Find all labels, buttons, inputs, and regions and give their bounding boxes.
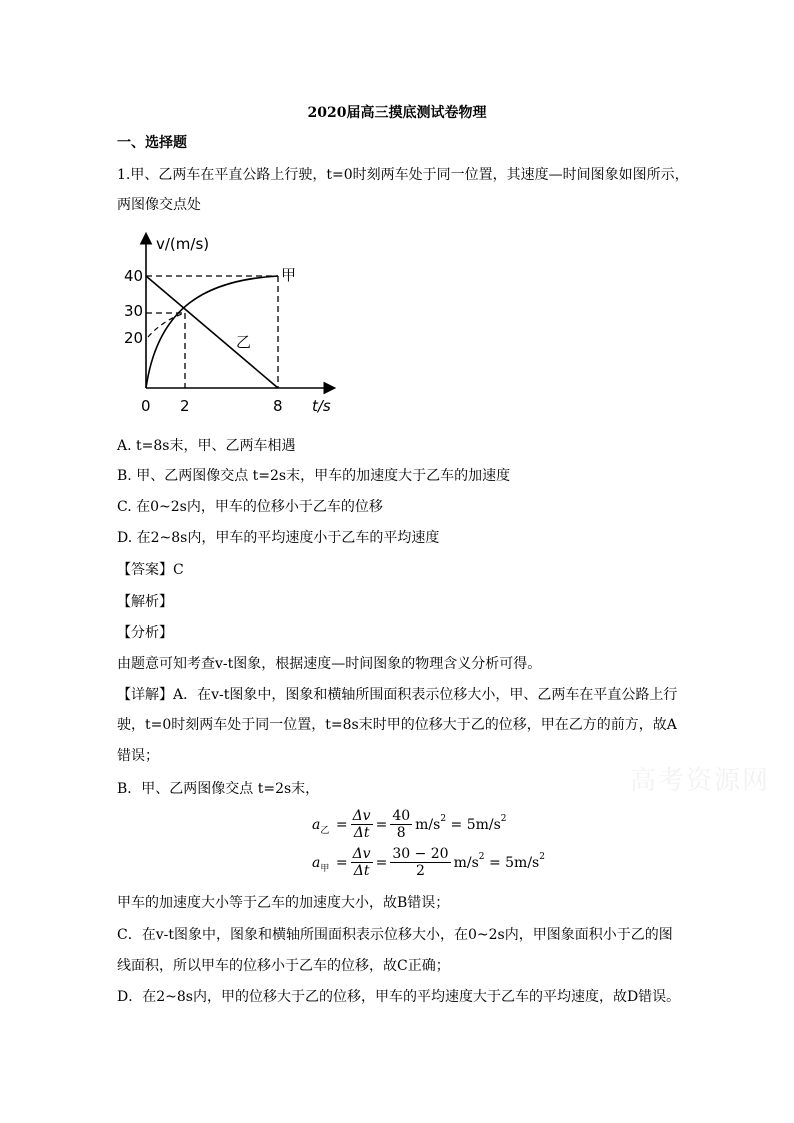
formula-2-symbol: a xyxy=(312,854,321,871)
detail-d: D．在2~8s内，甲的位移大于乙的位移，甲车的平均速度大于乙车的平均速度，故D错误。 xyxy=(117,989,681,1005)
x-tick-8: 8 xyxy=(273,397,283,415)
fenxi-text: 由题意可知考查v-t图象，根据速度—时间图象的物理含义分析可得。 xyxy=(117,656,542,672)
formula-2-den2: 2 xyxy=(416,863,425,879)
detail-line-3: 错误； xyxy=(117,748,159,764)
option-d: D. 在2~8s内，甲车的平均速度小于乙车的平均速度 xyxy=(117,530,440,546)
series-yi-line xyxy=(146,276,278,388)
formula-2-subscript: 甲 xyxy=(320,864,330,874)
detail-line-1: 【详解】A．在v-t图象中，图象和横轴所围面积表示位移大小，甲、乙两车在平直公路上行 xyxy=(117,687,678,703)
section-heading: 一、选择题 xyxy=(117,135,187,151)
document-title: 2020届高三摸底测试卷物理 xyxy=(307,105,487,121)
label-jia: 甲 xyxy=(281,266,297,284)
y-tick-40: 40 xyxy=(124,267,144,285)
formula-1-subscript: 乙 xyxy=(320,826,330,836)
x-tick-0: 0 xyxy=(141,397,151,415)
option-a: A. t=8s末，甲、乙两车相遇 xyxy=(117,438,296,454)
option-b: B. 甲、乙两图像交点 t=2s末，甲车的加速度大于乙车的加速度 xyxy=(117,468,511,484)
formula-2-num1: Δv xyxy=(352,846,371,862)
question-stem-line-1: 1.甲、乙两车在平直公路上行驶，t=0时刻两车处于同一位置，其速度—时间图象如图所示， xyxy=(117,167,689,183)
conclusion-b: 甲车的加速度大小等于乙车的加速度大小，故B错误； xyxy=(117,895,450,911)
detail-b: B．甲、乙两图像交点 t=2s末， xyxy=(117,781,320,797)
formula-1-num1: Δv xyxy=(352,808,371,824)
x-axis-label: t/s xyxy=(312,397,331,415)
x-tick-2: 2 xyxy=(180,397,190,415)
formula-1-result: = 5m/s xyxy=(450,816,501,833)
detail-line-2: 驶，t=0时刻两车处于同一位置，t=8s末时甲的位移大于乙的位移，甲在乙方的前方，故A xyxy=(117,717,677,733)
watermark: 高考资源网 xyxy=(630,766,771,796)
detail-c-line-1: C．在v-t图象中，图象和横轴所围面积表示位移大小，在0~2s内，甲图象面积小于乙的图 xyxy=(117,927,673,943)
tangent-line xyxy=(148,313,185,337)
formula-1-den2: 8 xyxy=(396,825,406,841)
formula-1-unit: m/s xyxy=(415,816,441,833)
formula-a-yi: a 乙 = $\frac{\Delta v}{\Delta t}$ = $\frac{40}{8}$ m/s 2 = 5m/s 2 xyxy=(312,808,507,841)
formula-2-result: = 5m/s xyxy=(488,854,540,871)
formula-2-den1: Δt xyxy=(353,863,370,879)
formula-a-jia: a 甲 = $\frac{\Delta v}{\Delta t}$ = $\frac{30 - 20}{2}$ m/s 2 = 5m/s 2 xyxy=(312,846,545,879)
question-stem-line-2: 两图像交点处 xyxy=(117,197,201,213)
y-tick-30: 30 xyxy=(124,302,144,320)
answer-label: 【答案】C xyxy=(117,562,184,578)
detail-c-line-2: 线面积，所以甲车的位移小于乙车的位移，故C正确； xyxy=(117,958,450,974)
formula-2-num2: 30 − 20 xyxy=(392,846,449,862)
formula-1-den1: Δt xyxy=(353,825,370,841)
label-yi: 乙 xyxy=(236,333,252,351)
y-tick-20: 20 xyxy=(124,329,144,347)
formula-1-num2: 40 xyxy=(392,808,411,824)
y-axis-label: v/(m/s) xyxy=(156,235,210,253)
formula-1-exp: 2 xyxy=(440,813,447,824)
formula-2-unit: m/s xyxy=(453,854,479,871)
vt-graph xyxy=(118,225,348,420)
analysis-label: 【解析】 xyxy=(117,594,173,610)
formula-2-exp: 2 xyxy=(478,851,485,862)
fenxi-label: 【分析】 xyxy=(117,625,173,641)
formula-1-symbol: a xyxy=(312,816,321,833)
option-c: C. 在0~2s内，甲车的位移小于乙车的位移 xyxy=(117,499,383,515)
